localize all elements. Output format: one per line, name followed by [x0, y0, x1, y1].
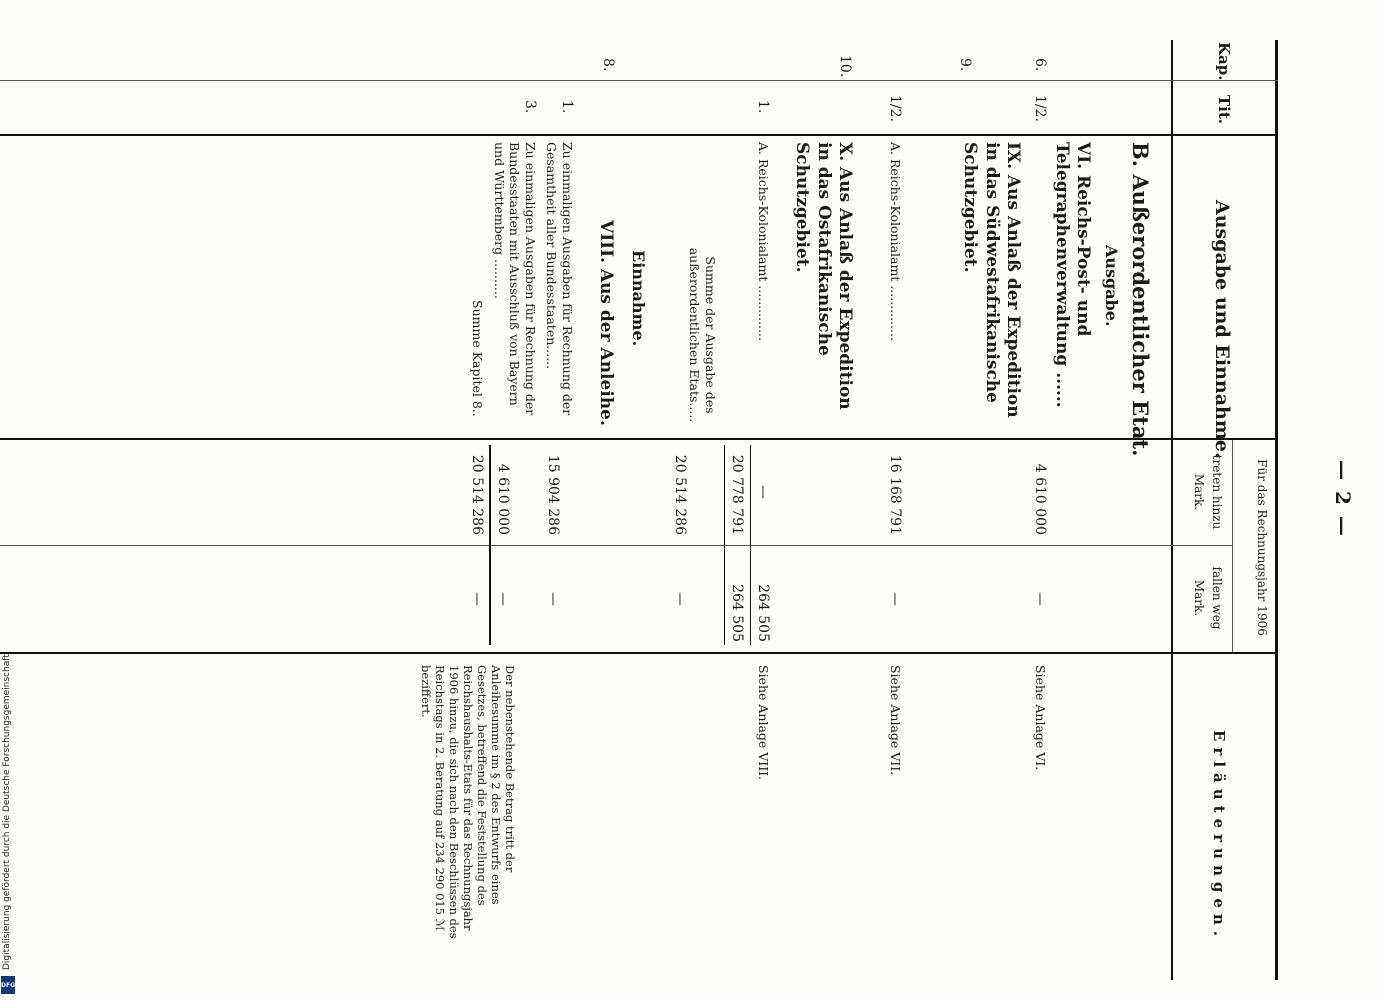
viii-line2-tit: 3. — [522, 100, 538, 114]
expense-heading: Ausgabe. — [1102, 245, 1121, 327]
viii-sum-rule — [489, 445, 491, 645]
digitization-credit — [2, 590, 16, 970]
header-remarks: Erläuterungen. — [1210, 730, 1228, 943]
ix-kap: 9. — [957, 58, 973, 72]
header-description: Ausgabe und Einnahme. — [1211, 200, 1233, 459]
x-subtotal-drop: 264 505 — [729, 584, 745, 642]
x-kap: 10. — [837, 55, 853, 78]
table-top-rule — [1275, 40, 1278, 980]
x-drop: 264 505 — [755, 584, 771, 642]
viii-line2-text: Zu einmaligen Ausgaben für Rechnung der Bundesstaaten mit Ausschluß von Bayern und Württemberg .......... — [491, 142, 538, 416]
vi-drop: — — [1032, 592, 1048, 606]
x-line: A. Reichs-Kolonialamt .............. — [756, 142, 771, 341]
ix-drop: — — [887, 592, 903, 606]
dfg-logo: DFG — [1, 976, 15, 994]
page-number: — 2 — — [1331, 460, 1355, 538]
header-tit: Tit. — [1215, 95, 1233, 125]
credit-text: Digitalisierung gefördert durch die Deutsche Forschungsgemeinschaft — [2, 654, 12, 970]
ix-line: A. Reichs-Kolonialamt .............. — [888, 142, 903, 341]
ix-add: 16 168 791 — [887, 454, 903, 535]
header-bottom-rule — [1171, 40, 1173, 980]
vi-remark: Siehe Anlage VI. — [1033, 665, 1048, 771]
x-title: X. Aus Anlaß der Expedition in das Ostafrikanische Schutzgebiet. — [792, 142, 855, 410]
ix-title: IX. Aus Anlaß der Expedition in das Südwestafrikanische Schutzgebiet. — [960, 142, 1023, 418]
viii-remark: Der nebenstehende Betrag tritt der Anleihesumme im § 2 des Entwurfs eines Gesetzes, betreffend die Feststellung des Reichshaushalts-Etats für das Rechnungsjahr 1906 hinzu, die sich nach den Beschlüssen des Reichstags in 2. Beratung auf 234 290 015 ℳ beziffert. — [418, 665, 517, 939]
kap-tit-divider — [0, 80, 1278, 81]
viii-line1-add: 15 904 286 — [545, 454, 561, 535]
header-period: Für das Rechnungsjahr 1906 — [1255, 459, 1269, 636]
desc-amount-divider — [0, 438, 1278, 440]
x-subtotal-bottom-rule — [724, 445, 725, 645]
add-drop-divider — [0, 545, 1233, 546]
viii-line2-drop: — — [495, 592, 511, 606]
income-heading: Einnahme. — [629, 250, 648, 347]
vi-add: 4 610 000 — [1032, 463, 1048, 535]
viii-title: VIII. Aus der Anleihe. — [596, 220, 616, 426]
vi-kap: 6. — [1032, 58, 1048, 72]
sum-extra-label: Summe der Ausgabe des außerordentlichen Etats..... — [687, 247, 718, 423]
header-col-add: treten hinzu — [1210, 454, 1224, 530]
amount-remark-divider — [0, 652, 1278, 654]
header-col-add-unit: Mark. — [1192, 473, 1206, 511]
header-kap: Kap. — [1215, 42, 1233, 81]
x-subtotal-rule — [750, 445, 751, 645]
viii-sum-drop: — — [469, 592, 485, 606]
ix-remark: Siehe Anlage VII. — [888, 665, 903, 776]
ix-tit: 1/2. — [887, 95, 903, 122]
sum-extra-drop: — — [672, 592, 688, 606]
main-heading: B. Außerordentlicher Etat. — [1128, 142, 1153, 457]
vi-tit: 1/2. — [1032, 95, 1048, 122]
header-col-drop-unit: Mark. — [1192, 579, 1206, 617]
viii-line1-text: Zu einmaligen Ausgaben für Rechnung der Gesamtheit aller Bundesstaaten...... — [544, 142, 575, 416]
viii-sum-add: 20 514 286 — [469, 454, 485, 535]
viii-line1-drop: — — [545, 592, 561, 606]
tit-desc-divider — [0, 134, 1278, 136]
x-subtotal-add: 20 778 791 — [729, 454, 745, 535]
x-add: — — [755, 485, 771, 499]
sum-extra-add: 20 514 286 — [672, 454, 688, 535]
viii-line2-add: 4 610 000 — [495, 463, 511, 535]
viii-line1-tit: 1. — [559, 100, 575, 114]
viii-sum-label: Summe Kapitel 8.. — [470, 300, 485, 417]
x-tit: 1. — [755, 100, 771, 114]
header-col-drop: fallen weg — [1210, 566, 1224, 630]
x-remark: Siehe Anlage VIII. — [756, 665, 771, 781]
vi-title: VI. Reichs-Post- und Telegraphenverwaltung ...... — [1051, 142, 1093, 408]
viii-kap: 8. — [600, 58, 616, 72]
period-underline — [1232, 440, 1233, 652]
